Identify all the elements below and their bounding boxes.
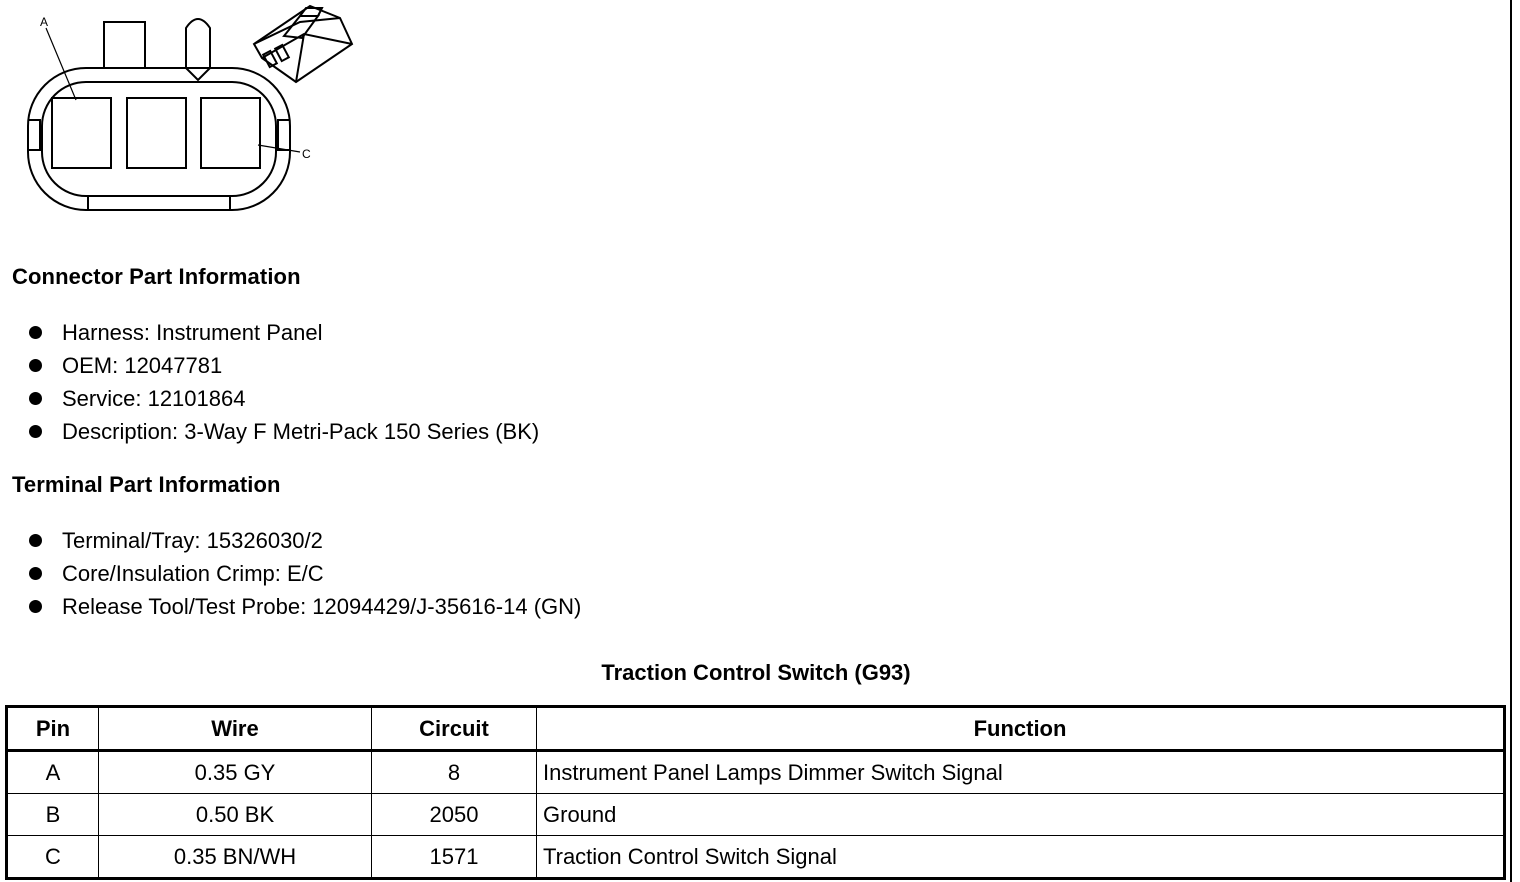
list-item xyxy=(0,349,539,382)
connector-diagram xyxy=(0,0,380,225)
list-item xyxy=(0,415,539,448)
list-item-text: Terminal/Tray: 15326030/2 xyxy=(62,528,323,553)
connector-part-list xyxy=(0,316,539,448)
cell-pin: B xyxy=(7,794,99,836)
bullet-icon xyxy=(29,359,42,372)
cell-pin: A xyxy=(7,751,99,794)
list-item xyxy=(0,524,581,557)
terminal-part-list xyxy=(0,524,581,623)
header-circuit: Circuit xyxy=(372,707,537,751)
list-item xyxy=(0,590,581,623)
bullet-icon xyxy=(29,534,42,547)
cell-function: Ground xyxy=(537,794,1505,836)
list-item-text: Service: 12101864 xyxy=(62,386,246,411)
table-header-row xyxy=(7,707,1505,751)
header-wire: Wire xyxy=(99,707,372,751)
list-item xyxy=(0,557,581,590)
page-border-right xyxy=(1510,0,1512,882)
cell-function: Traction Control Switch Signal xyxy=(537,836,1505,879)
pin-label-c: C xyxy=(302,147,311,161)
connector-face-view xyxy=(0,0,380,225)
table-row xyxy=(7,836,1505,879)
cell-pin: C xyxy=(7,836,99,879)
list-item xyxy=(0,382,539,415)
list-item-text: Harness: Instrument Panel xyxy=(62,320,323,345)
list-item-text: Description: 3-Way F Metri-Pack 150 Series (BK) xyxy=(62,419,540,444)
bullet-icon xyxy=(29,392,42,405)
cell-circuit: 8 xyxy=(372,751,537,794)
bullet-icon xyxy=(29,425,42,438)
table-row xyxy=(7,751,1505,794)
list-item-text: OEM: 12047781 xyxy=(62,353,223,378)
cell-wire: 0.50 BK xyxy=(99,794,372,836)
pin-label-a: A xyxy=(40,15,49,29)
table-row xyxy=(7,794,1505,836)
terminal-part-heading: Terminal Part Information xyxy=(12,472,281,497)
cell-circuit: 2050 xyxy=(372,794,537,836)
header-pin: Pin xyxy=(7,707,99,751)
bullet-icon xyxy=(29,600,42,613)
bullet-icon xyxy=(29,567,42,580)
cell-wire: 0.35 BN/WH xyxy=(99,836,372,879)
cell-wire: 0.35 GY xyxy=(99,751,372,794)
header-function: Function xyxy=(537,707,1505,751)
table-title: Traction Control Switch (G93) xyxy=(601,660,911,685)
list-item-text: Release Tool/Test Probe: 12094429/J-35616-14 (GN) xyxy=(62,594,582,619)
pinout-table xyxy=(5,705,1506,880)
bullet-icon xyxy=(29,326,42,339)
connector-part-heading: Connector Part Information xyxy=(12,264,301,289)
list-item xyxy=(0,316,539,349)
list-item-text: Core/Insulation Crimp: E/C xyxy=(62,561,324,586)
cell-circuit: 1571 xyxy=(372,836,537,879)
cell-function: Instrument Panel Lamps Dimmer Switch Signal xyxy=(537,751,1505,794)
